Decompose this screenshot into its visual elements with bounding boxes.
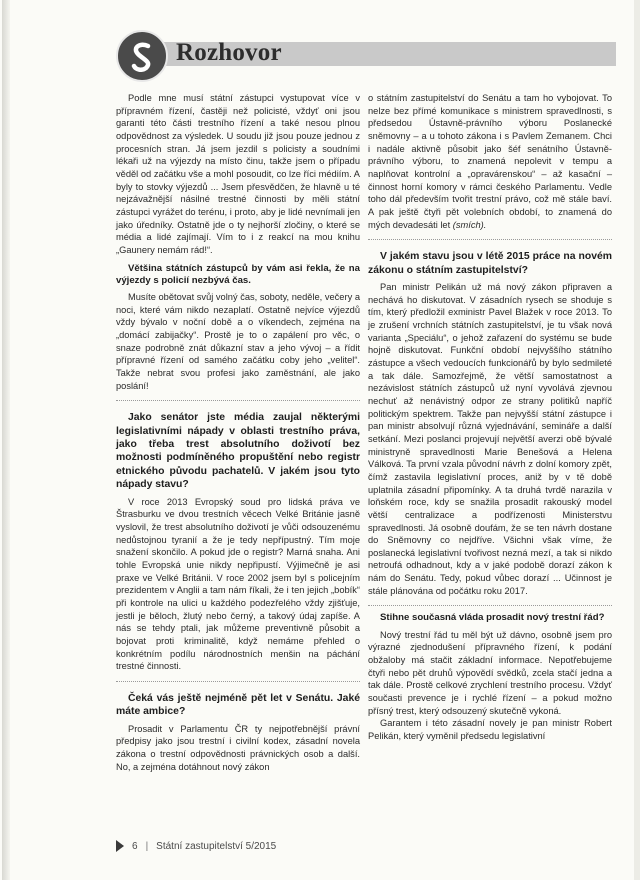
page-number: 6 <box>132 840 138 852</box>
page-binding-edge <box>2 0 10 880</box>
interview-question: Čeká vás ještě nejméně pět let v Senátu. Jaké máte ambice? <box>116 692 360 718</box>
right-column <box>368 92 612 743</box>
answer-paragraph: Pan ministr Pelikán už má nový zákon připraven a nechává ho diskutovat. V zásadních rysech se shoduje s tím, který předložil exministr Pavel Blažek v roce 2013. To je zrušení vrchních státních zastupitelství, je tu však nová varianta „Speciálu“, o jehož zařazení do systému se bude hojně diskutovat. Funkční období nejvyššího státního zástupce a všech vedoucích funkcionářů by bylo sedmileté a tak dále. Samozřejmě, že větší samostatnost a nezávislost státních zástupců už nyní vyvolává zjevnou nechuť až nenávistný odpor ze strany politiků napříč politickým spektrem. Takže pan nejvyšší státní zástupce i pan ministr absolvují různá vyjednávání, semináře a další setkání. Mezi poslanci projevují největší averzi obě bývalé ministryně spravedlnosti Marie Benešová a Helena Válková. Ta první vzala původní návrh z dolní komory zpět, čímž zastavila legislativní proces, aniž by v tě době uplatnila zásadní připomínky. A ta druhá tvrdě narazila v loňském roce, kdy se snažila prosadit rakouský model větší centralizace a podřízenosti Ministerstvu spravedlnosti. Já osobně doufám, že se ten návrh dostane do Sněmovny co nejdříve. Všichni však víme, že poslanecká legislativní tvořivost nezná mezí, a tak si nikdo netroufá odhadnout, kdy a v jaké podobě dorazí zákon k nám do Senátu. Tedy, pokud vůbec dorazí ... Učinnost je stále plánována od počátku roku 2017. <box>368 282 612 596</box>
triangle-marker-icon <box>116 840 124 852</box>
page-footer <box>116 840 276 852</box>
answer-paragraph: Prosadit v Parlamentu ČR ty nejpotřebnější právní předpisy jako jsou trestní i civilní kodex, zásadní novela zákona o trestní odpovědnosti právnických osob a další. No, a zejména dotáhnout nový zákon <box>116 723 360 772</box>
dotted-divider <box>116 681 360 682</box>
answer-paragraph: Podle mne musí státní zástupci vystupovat více v přípravném řízení, častěji než policisté, vždyť oni jsou garanti této části trestního řízení a také nesou plnou odpovědnost za výsledek. U soudu již jsou pouze jednou z procesních stran. Já jsem jezdil s policisty a soudními lékaři už na výjezdy na místo činu, takže jsem o případu věděl od začátku vše a mohl posoudit, co lze říci médiím. A byly to stovky výjezdů ... Jsem přesvědčen, že hlavně u té nejzávažnější násilné trestné činnosti by měli státní zástupci vyrážet do terénu, i proto, aby je lidé nevnímali jen jako úředníky. Ostatně jde o ty nejhorší zločiny, o které se média a lidé zajímají. Vím to i z reakcí na mou knihu „Gaunery nemám rád!“. <box>116 93 360 255</box>
footer-separator: | <box>145 840 149 852</box>
left-column <box>116 92 360 773</box>
interview-question: Stihne současná vláda prosadit nový trestní řád? <box>380 612 605 624</box>
interview-question: Většina státních zástupců by vám asi řekla, že na výjezdy s policií nezbývá čas. <box>116 262 360 286</box>
laugh-note: (smích). <box>452 219 487 230</box>
page-right-edge <box>634 0 640 880</box>
answer-paragraph: V roce 2013 Evropský soud pro lidská práva ve Štrasburku ve dvou trestních věcech Velké Británie jasně vyslovil, že trest absolutního doživotí je vůči odsouzenému nedůstojnou tyranií a že je tedy nepřípustný. Tím moje snažení skončilo. A pokud jde o registr? Marná snaha. Ani tohle Evropská unie nikdy nepřipustí. Výjimečně je asi praxe ve Velké Británii. V roce 2002 jsem byl s policejním prezidentem v Anglii a tam nám říkali, že i ten jejich „bobík“ při kontrole na ulici u každého podezřelého vždy zjišťuje, jestli je běloch, žlutý nebo černý, a takový údaj zapíše. A nás se tehdy ptali, jak můžeme preventivně působit a bojovat proti kriminalitě, když nemáme přehled o konkrétním podílu národnostních menšin na páchání trestné činnosti. <box>116 496 360 672</box>
publication-name: Státní zastupitelství 5/2015 <box>156 840 277 852</box>
dotted-divider <box>368 605 612 606</box>
dotted-divider <box>116 400 360 401</box>
answer-paragraph: Garantem i této zásadní novely je pan ministr Robert Pelikán, který vyměnil předsedu legislativní <box>368 718 612 741</box>
answer-paragraph <box>368 92 612 231</box>
answer-text: o státním zastupitelství do Senátu a tam ho vybojovat. To nelze bez přímé komunikace s ministrem spravedlnosti, s předsedou Ústavně-právního výboru Poslanecké sněmovny – a u tohoto zákona i s Pavlem Zemanem. Chci i nadále aktivně působit jako šéf senátního Ústavně-právního výboru, to znamená nepolevit v tempu a naplňovat kontrolní a „opravárenskou“ – až kasační – činnost horní komory v rámci českého Parlamentu. Vedle toho dál především tvořit trestní právo, což mě stále baví. A pak ještě čtyři pět volebních období, to znamená do mých devadesáti let <box>368 93 612 230</box>
publication-logo-icon <box>116 30 168 82</box>
answer-paragraph: Nový trestní řád tu měl být už dávno, osobně jsem pro výrazné zjednodušení přípravného řízení, k podání obžaloby má stačit základní informace. Nepotřebujeme čtyři nebo pět druhů výpovědí svědků, zcela stačí jedna a tak dále. Prostě celkové zrychlení trestního procesu. Vždyť současti prevence je i rychlé řízení – a pokud možno přísný trest, který odsouzený skutečně vykoná. <box>368 629 612 716</box>
page-top <box>0 0 640 28</box>
answer-paragraph: Musíte obětovat svůj volný čas, soboty, neděle, večery a noci, které vám nikdo nezaplatí. Ostatně nejvíce výjezdů vždy bývalo v noční době a o víkendech, zejména na „domácí zabijačky“. Prostě je to o zapálení pro věc, o snaze podrobně znát důkazní stav a jeho vývoj – a řídit přípravné řízení od samého začátku coby jeho „velitel“. Takže nebrat svou profesi jako zaměstnání, ale jako poslání! <box>116 291 360 391</box>
interview-question: V jakém stavu jsou v létě 2015 práce na novém zákonu o státním zastupitelství? <box>368 251 612 276</box>
section-header <box>116 30 616 82</box>
dotted-divider <box>368 239 612 240</box>
interview-question: Jako senátor jste média zaujal některými legislativními nápady v oblasti trestního práva, jako třeba trest absolutního doživotí bez možnosti podmíněného propuštění nebo registr etnického původu pachatelů. V jakém jsou tyto nápady stavu? <box>116 412 360 491</box>
section-title: Rozhovor <box>176 39 282 66</box>
